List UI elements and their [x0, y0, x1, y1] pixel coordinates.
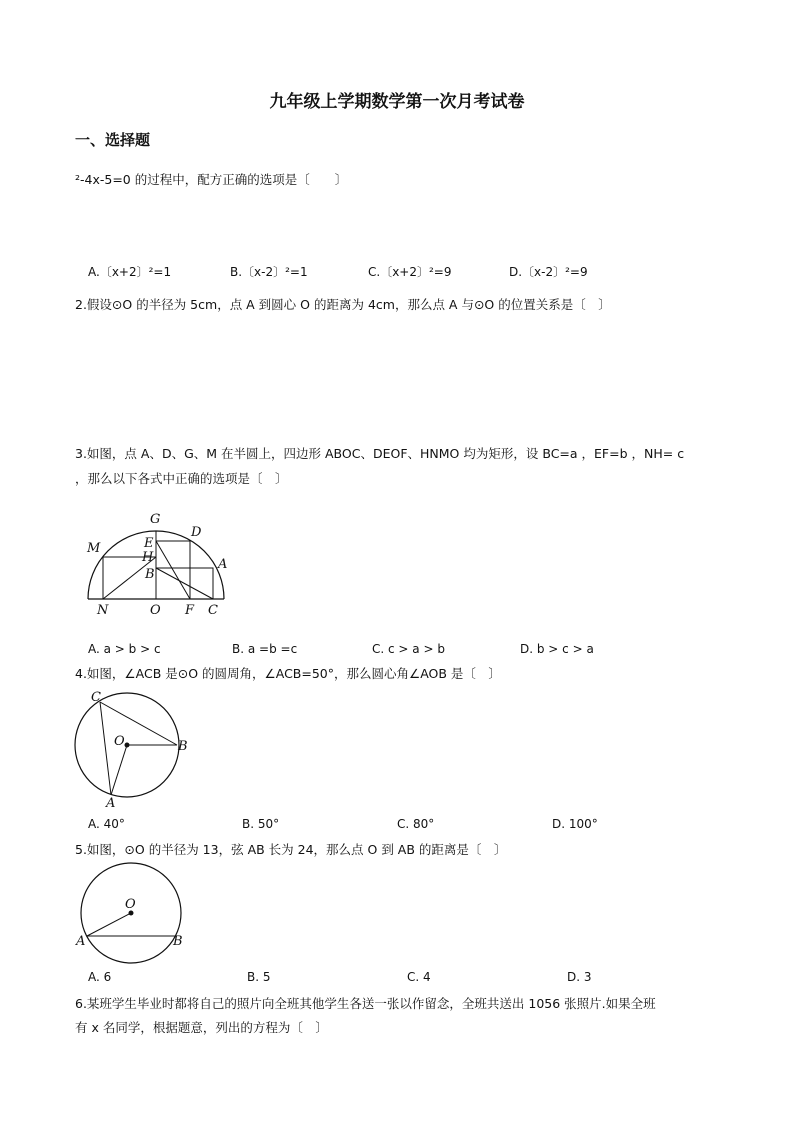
question-3-option-d[interactable]: D. b > c > a [520, 642, 594, 656]
label-m: M [87, 541, 101, 556]
question-4-option-d[interactable]: D. 100° [552, 817, 598, 831]
question-4-option-b[interactable]: B. 50° [242, 817, 280, 831]
label-n: N [97, 603, 109, 618]
question-1-option-d[interactable]: D.〔x-2〕²=9 [509, 265, 588, 279]
label-o: O [125, 897, 136, 912]
label-e: E [144, 536, 154, 551]
label-o: O [150, 603, 161, 618]
label-a: A [76, 934, 86, 949]
question-1-option-c[interactable]: C.〔x+2〕²=9 [368, 265, 452, 279]
question-3-option-b[interactable]: B. a =b =c [232, 642, 298, 656]
label-c: C [208, 603, 218, 618]
question-6-stem-line2: 有 x 名同学，根据题意，列出的方程为〔 〕 [75, 1020, 328, 1035]
label-f: F [185, 603, 195, 618]
question-5-option-d[interactable]: D. 3 [567, 970, 592, 984]
label-g: G [150, 512, 161, 527]
question-3-stem-line1: 3.如图，点 A、D、G、M 在半圆上，四边形 ABOC、DEOF、HNMO 均为矩形，设 BC=a ，EF=b ，NH= c [75, 446, 685, 461]
question-4-stem: 4.如图，∠ACB 是⊙O 的圆周角，∠ACB=50°，那么圆心角∠AOB 是〔 〕 [75, 666, 501, 681]
label-c: C [91, 690, 101, 705]
question-5-stem: 5.如图，⊙O 的半径为 13，弦 AB 长为 24，那么点 O 到 AB 的距离是〔 〕 [75, 842, 507, 857]
label-b: B [145, 567, 155, 582]
radius-oa [87, 913, 131, 936]
question-5-option-b[interactable]: B. 5 [247, 970, 271, 984]
label-d: D [191, 525, 202, 540]
label-a: A [106, 796, 116, 811]
question-4-option-a[interactable]: A. 40° [88, 817, 125, 831]
question-1-stem: ²-4x-5=0 的过程中，配方正确的选项是〔 〕 [75, 172, 348, 187]
question-3-option-a[interactable]: A. a > b > c [88, 642, 161, 656]
label-b: B [173, 934, 183, 949]
label-b: B [178, 739, 188, 754]
question-1-option-a[interactable]: A.〔x+2〕²=1 [88, 265, 172, 279]
question-2-stem: 2.假设⊙O 的半径为 5cm，点 A 到圆心 O 的距离为 4cm，那么点 A 与⊙O 的位置关系是〔 〕 [75, 297, 611, 312]
label-a: A [218, 557, 228, 572]
question-1-option-b[interactable]: B.〔x-2〕²=1 [230, 265, 308, 279]
question-3-stem-line2: ，那么以下各式中正确的选项是〔 〕 [75, 471, 288, 486]
question-5-option-c[interactable]: C. 4 [407, 970, 431, 984]
label-o: O [114, 734, 125, 749]
question-5-option-a[interactable]: A. 6 [88, 970, 112, 984]
question-4-option-c[interactable]: C. 80° [397, 817, 435, 831]
question-3-option-c[interactable]: C. c > a > b [372, 642, 445, 656]
label-h: H [142, 550, 154, 565]
section-heading: 一、选择题 [75, 131, 151, 149]
question-6-stem-line1: 6.某班学生毕业时都将自己的照片向全班其他学生各送一张以作留念，全班共送出 1056 张照片.如果全班 [75, 996, 656, 1011]
page-title: 九年级上学期数学第一次月考试卷 [269, 92, 525, 112]
